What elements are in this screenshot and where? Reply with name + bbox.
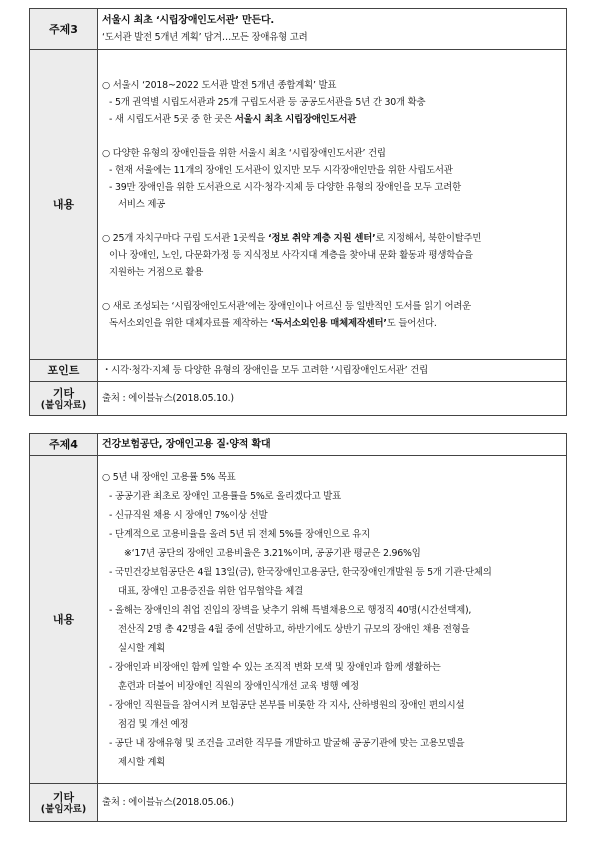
- topic3-content: [98, 50, 567, 360]
- topic3-title-cell: [98, 9, 567, 50]
- topic4-detail4a: - 국민건강보험공단은 4월 13일(금), 한국장애인고용공단, 한국장애인개발원 등 5개 기관·단체의: [109, 566, 492, 578]
- topic3-bullet3c: 지원하는 거점으로 활용: [109, 267, 204, 278]
- topic3-bullet4a: ○ 새로 조성되는 ‘시립장애인도서관’에는 장애인이나 어르신 등 일반적인 도서를 읽기 어려운: [102, 301, 472, 312]
- detail-text: - 새 시립도서관 5곳 중 한 곳은: [109, 114, 235, 125]
- bullet-text: ○ 25개 자치구마다 구립 도서관 1곳씩을: [102, 233, 268, 244]
- topic4-detail6b: 훈련과 더불어 비장애인 직원의 장애인식개선 교육 병행 예정: [118, 680, 359, 692]
- topic4-label: 주제4: [30, 434, 98, 456]
- topic3-bullet2-detail2b: 서비스 제공: [118, 199, 166, 210]
- emphasis-text: 서울시 최초 시립장애인도서관: [234, 114, 357, 125]
- topic4-detail5c: 실시할 계획: [118, 642, 166, 654]
- topic3-title: 서울시 최초 ‘시립장애인도서관’ 만든다.: [102, 15, 275, 26]
- topic4-bullet1: ○ 5년 내 장애인 고용률 5% 목표: [102, 471, 236, 483]
- topic3-bullet1-detail1: - 5개 권역별 시립도서관과 25개 구립도서관 등 공공도서관을 5년 간 30개 확충: [109, 97, 426, 108]
- topic4-table: [29, 433, 567, 822]
- topic3-bullet4b: [102, 315, 562, 332]
- topic4-detail4b: 대표, 장애인 고용증진을 위한 업무협약을 체결: [118, 585, 303, 597]
- topic4-detail1: - 공공기관 최초로 장애인 고용률을 5%로 올리겠다고 발표: [109, 490, 341, 502]
- topic3-etc-label: [30, 382, 98, 416]
- topic3-bullet2-detail1: - 현재 서울에는 11개의 장애인 도서관이 있지만 모두 시각장애인만을 위한 사립도서관: [109, 165, 453, 176]
- etc-label-text: 기타: [52, 386, 75, 400]
- topic4-detail6a: - 장애인과 비장애인 함께 일할 수 있는 조직적 변화 모색 및 장애인과 함께 생활하는: [109, 661, 441, 673]
- topic4-detail5a: - 올해는 장애인의 취업 진입의 장벽을 낮추기 위해 특별채용으로 행정직 40명(시간선택제),: [109, 604, 472, 616]
- bullet-text: 도 들어선다.: [386, 318, 437, 329]
- emphasis-text: ‘정보 취약 계층 지원 센터’: [267, 233, 376, 244]
- etc-sub-label: (붙임자료): [40, 803, 87, 815]
- topic4-detail7a: - 장애인 직원들을 참여시켜 보험공단 본부를 비롯한 각 지사, 산하병원의 장애인 편의시설: [109, 699, 465, 711]
- emphasis-text: ‘독서소외인용 매체제작센터’: [270, 318, 387, 329]
- topic3-subtitle: ‘도서관 발전 5개년 계획’ 담겨…모든 장애유형 고려: [102, 32, 308, 43]
- topic3-bullet1: ○ 서울시 ‘2018~2022 도서관 발전 5개년 종합계획’ 발표: [102, 80, 337, 91]
- bullet-text: 독서소외인을 위한 대체자료를 제작하는: [109, 318, 271, 329]
- topic3-bullet3b: 이나 장애인, 노인, 다문화가정 등 지식정보 사각지대 계층을 찾아내 문화 활동과 평생학습을: [109, 250, 473, 261]
- topic3-label: 주제3: [30, 9, 98, 50]
- topic4-detail7b: 점검 및 개선 예정: [118, 718, 189, 730]
- topic3-bullet1-detail2: [102, 111, 562, 128]
- topic3-point-label: 포인트: [30, 360, 98, 382]
- topic4-detail3-note: ※‘17년 공단의 장애인 고용비율은 3.21%이며, 공공기관 평균은 2.96%임: [124, 547, 421, 559]
- topic3-bullet2-detail2a: - 39만 장애인을 위한 도서관으로 시각·청각·지체 등 다양한 유형의 장애인을 모두 고려한: [109, 182, 461, 193]
- topic4-detail2: - 신규직원 채용 시 장애인 7%이상 선발: [109, 509, 268, 521]
- topic3-point: ・시각·청각·지체 등 다양한 유형의 장애인을 모두 고려한 ‘시립장애인도서관’ 건립: [98, 360, 567, 382]
- topic4-content: [98, 456, 567, 784]
- etc-sub-label: (붙임자료): [40, 399, 87, 411]
- topic4-detail8a: - 공단 내 장애유형 및 조건을 고려한 직무를 개발하고 발굴해 공공기관에 맞는 고용모델을: [109, 737, 465, 749]
- etc-label-text: 기타: [52, 790, 75, 804]
- topic4-detail8b: 제시할 계획: [118, 756, 166, 768]
- topic4-source: 출처 : 에이블뉴스(2018.05.06.): [98, 784, 567, 822]
- topic3-content-label: 내용: [30, 50, 98, 360]
- topic3-source: 출처 : 에이블뉴스(2018.05.10.): [98, 382, 567, 416]
- topic4-title-cell: [98, 434, 567, 456]
- topic3-table: [29, 8, 567, 416]
- topic4-content-label: 내용: [30, 456, 98, 784]
- bullet-text: 로 지정해서, 북한이탈주민: [375, 233, 482, 244]
- topic4-detail3: - 단계적으로 고용비율을 올려 5년 뒤 전체 5%를 장애인으로 유지: [109, 528, 370, 540]
- topic4-etc-label: [30, 784, 98, 822]
- topic4-detail5b: 전산직 2명 총 42명을 4월 중에 선발하고, 하반기에도 상반기 규모의 장애인 채용 전형을: [118, 623, 470, 635]
- topic4-title: 건강보험공단, 장애인고용 질·양적 확대: [102, 439, 271, 450]
- topic3-bullet3a: [102, 230, 562, 247]
- topic3-bullet2: ○ 다양한 유형의 장애인들을 위한 서울시 최초 ‘시립장애인도서관’ 건립: [102, 148, 386, 159]
